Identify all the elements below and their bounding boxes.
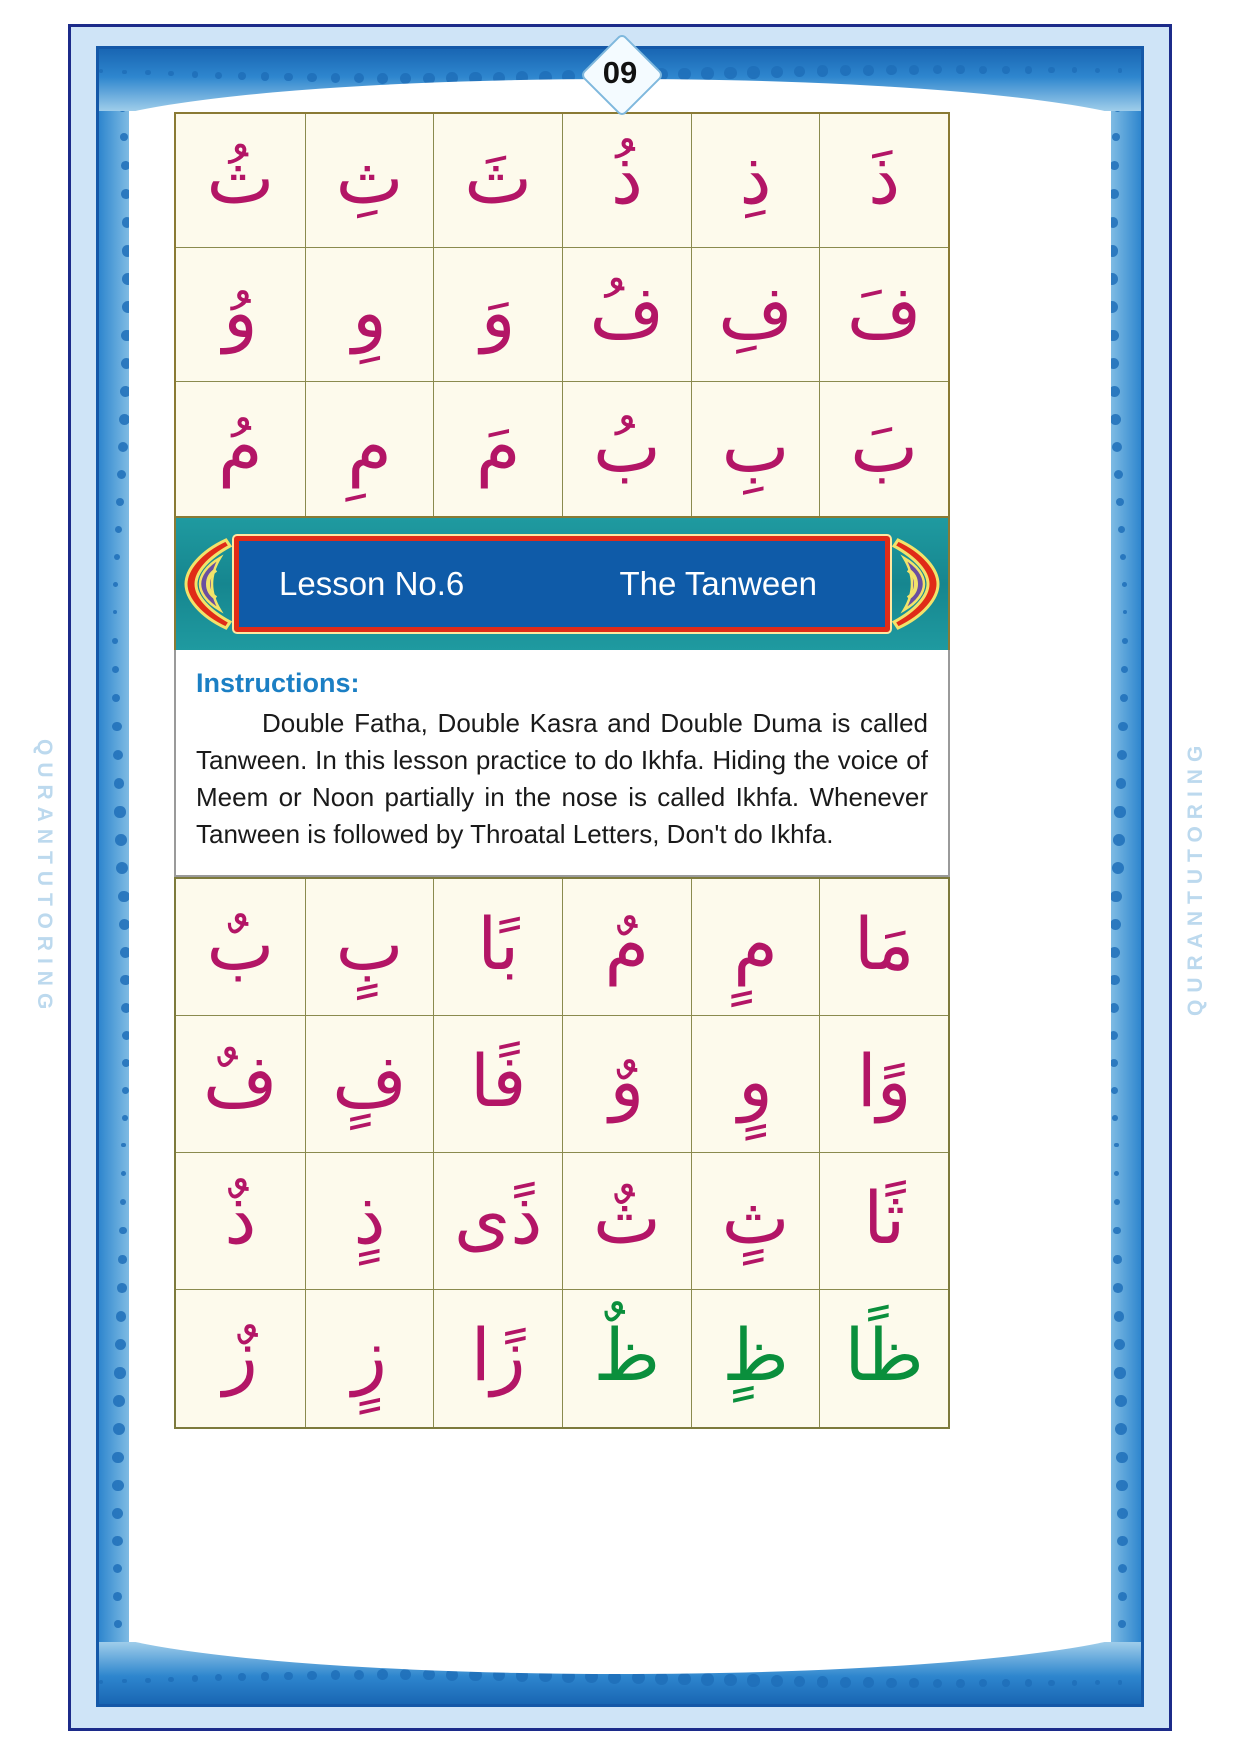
ornament-right-icon (878, 536, 944, 632)
letter-cell (819, 1016, 948, 1153)
arabic-letter-glyph: م (604, 901, 650, 986)
letter-cell (819, 1290, 948, 1427)
arabic-letter-glyph: بُ (592, 404, 661, 488)
arabic-letter-glyph: با (477, 901, 520, 986)
arabic-letter-glyph: ز (222, 1313, 258, 1398)
letter-cell (562, 114, 691, 248)
letter-cell (819, 248, 948, 382)
arabic-letter-glyph: زا (470, 1313, 526, 1398)
letter-cell (562, 248, 691, 382)
letter-cell (176, 1290, 305, 1427)
letter-cell (176, 1153, 305, 1290)
arabic-letter-glyph: ذَ (868, 135, 901, 220)
arabic-letter-glyph: وَ (480, 269, 516, 354)
letter-cell (433, 248, 562, 382)
letter-cell (691, 879, 820, 1016)
left-decorative-rail (99, 49, 159, 1704)
letter-cell (819, 879, 948, 1016)
arabic-letter-glyph: ثَ (464, 135, 533, 220)
arabic-letter-glyph: وُ (222, 269, 258, 354)
arabic-letter-glyph: م (733, 901, 778, 986)
letter-cell (562, 1290, 691, 1427)
letter-cell (305, 248, 434, 382)
arabic-letter-glyph: فِ (718, 269, 793, 354)
letter-cell (691, 1290, 820, 1427)
lesson-content (174, 112, 950, 1429)
arabic-letter-glyph: ثُ (206, 135, 275, 220)
arabic-letter-glyph: فَ (846, 269, 922, 354)
left-rail-wave (129, 49, 159, 1704)
letter-cell (562, 1153, 691, 1290)
arabic-letter-glyph: مُ (218, 404, 263, 488)
arabic-letter-glyph: ب (206, 901, 275, 986)
arabic-letter-glyph: ذى (453, 1175, 543, 1260)
letter-cell (433, 1153, 562, 1290)
letter-cell (433, 1290, 562, 1427)
letter-cell (562, 879, 691, 1016)
instructions-heading: Instructions: (196, 668, 360, 698)
letter-cell (305, 879, 434, 1016)
letter-cell (691, 1016, 820, 1153)
letter-cell (305, 1290, 434, 1427)
arabic-letter-glyph: ث (721, 1175, 790, 1260)
watermark-right: QURANTUTORING (1184, 738, 1207, 1017)
arabic-letter-glyph: ذُ (610, 135, 643, 220)
lesson-banner-container (174, 518, 950, 650)
right-decorative-rail (1081, 49, 1141, 1704)
instructions-panel (174, 650, 950, 877)
letter-cell (176, 114, 305, 248)
bottom-decorative-band (99, 1642, 1141, 1704)
arabic-letter-glyph: فُ (589, 269, 665, 354)
instructions-body: Double Fatha, Double Kasra and Double Duma is called Tanween. In this lesson practice to do Ikhfa. Hiding the voice of Meem or Noon partially in the nose is called Ikhfa. Whenever Tanween is followed by Throatal Letters, Don't do Ikhfa. (196, 708, 928, 849)
page-number-text: 09 (602, 55, 638, 90)
letter-cell (433, 879, 562, 1016)
letter-cell (819, 382, 948, 516)
letter-cell (691, 382, 820, 516)
arabic-letter-glyph: بِ (721, 404, 790, 488)
arabic-letter-glyph: مَ (475, 404, 521, 488)
letter-cell (305, 382, 434, 516)
letters-grid-top (174, 112, 950, 518)
letter-cell (433, 382, 562, 516)
letter-cell (433, 114, 562, 248)
arabic-letter-glyph: ذِ (739, 135, 772, 220)
arabic-letter-glyph: وِ (352, 269, 387, 354)
right-rail-wave (1081, 49, 1111, 1704)
arabic-letter-glyph: ف (332, 1038, 407, 1123)
lesson-banner (234, 536, 890, 632)
letter-cell (305, 114, 434, 248)
arabic-letter-glyph: ظ (593, 1313, 661, 1398)
arabic-letter-glyph: ثا (863, 1175, 906, 1260)
arabic-letter-glyph: ذ (224, 1175, 257, 1260)
arabic-letter-glyph: فا (470, 1038, 527, 1123)
arabic-letter-glyph: ظ (722, 1313, 789, 1398)
watermark-left: QURANTUTORING (33, 738, 56, 1017)
arabic-letter-glyph: و (609, 1038, 645, 1123)
letter-cell (691, 1153, 820, 1290)
letter-cell (691, 248, 820, 382)
arabic-letter-glyph: مَا (853, 901, 915, 986)
letter-cell (176, 1016, 305, 1153)
letter-cell (305, 1153, 434, 1290)
arabic-letter-glyph: ف (203, 1038, 278, 1123)
arabic-letter-glyph: بَ (850, 404, 919, 488)
arabic-letter-glyph: ب (335, 901, 404, 986)
ornament-left-icon (180, 536, 246, 632)
arabic-letter-glyph: مِ (347, 404, 392, 488)
letter-cell (562, 382, 691, 516)
letter-cell (433, 1016, 562, 1153)
lesson-number-label: Lesson No.6 (279, 565, 465, 602)
arabic-letter-glyph: ظا (844, 1313, 924, 1398)
lesson-title-label: The Tanween (619, 565, 817, 602)
letter-cell (176, 879, 305, 1016)
letter-cell (819, 1153, 948, 1290)
letter-cell (176, 382, 305, 516)
letter-cell (691, 114, 820, 248)
arabic-letter-glyph: وا (856, 1038, 912, 1123)
letters-grid-bottom (174, 877, 950, 1429)
arabic-letter-glyph: ثِ (335, 135, 404, 220)
arabic-letter-glyph: و (738, 1038, 773, 1123)
letter-cell (819, 114, 948, 248)
arabic-letter-glyph: ذ (353, 1175, 386, 1260)
page-number-badge (577, 42, 663, 104)
letter-cell (562, 1016, 691, 1153)
letter-cell (176, 248, 305, 382)
arabic-letter-glyph: ث (592, 1175, 661, 1260)
arabic-letter-glyph: ز (352, 1313, 387, 1398)
letter-cell (305, 1016, 434, 1153)
